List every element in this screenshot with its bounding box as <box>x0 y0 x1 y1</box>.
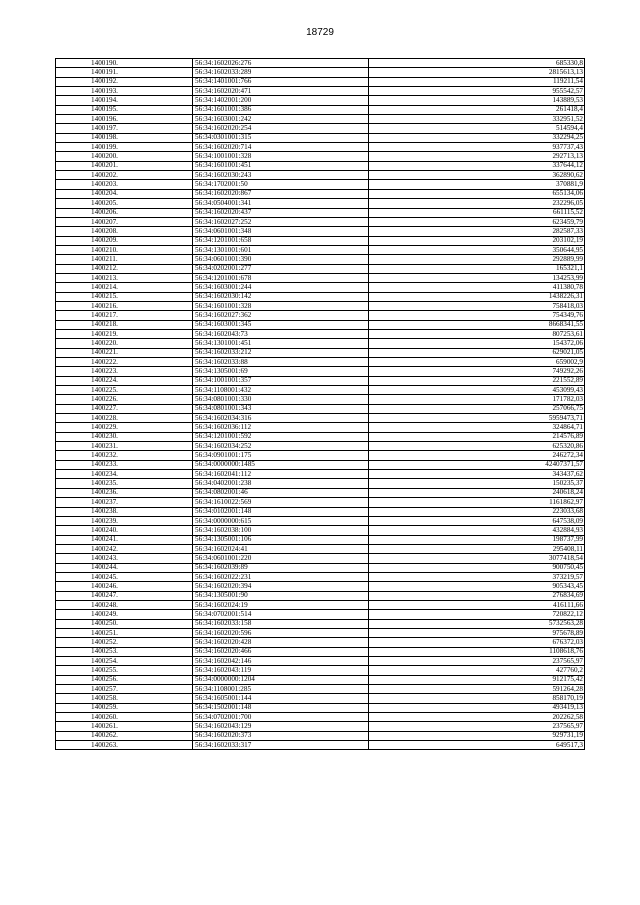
cadastral-number-cell: 56:34:0601001:348 <box>193 227 369 236</box>
row-number-cell: 1400226. <box>56 395 193 404</box>
cadastral-number-cell: 56:34:0901001:175 <box>193 451 369 460</box>
table-row <box>56 143 585 152</box>
value-cell: 42407371,57 <box>369 460 585 469</box>
cadastral-number-cell: 56:34:1301001:451 <box>193 339 369 348</box>
value-cell: 237565,97 <box>369 722 585 731</box>
value-cell: 282587,33 <box>369 227 585 236</box>
value-cell: 3077418,54 <box>369 554 585 563</box>
row-number-cell: 1400213. <box>56 273 193 282</box>
cadastral-number-cell: 56:34:1602020:466 <box>193 647 369 656</box>
value-cell: 432884,93 <box>369 526 585 535</box>
value-cell: 8668341,55 <box>369 320 585 329</box>
row-number-cell: 1400195. <box>56 105 193 114</box>
table-row <box>56 498 585 507</box>
cadastral-number-cell: 56:34:1601001:386 <box>193 105 369 114</box>
cadastral-number-cell: 56:34:1301001:601 <box>193 245 369 254</box>
row-number-cell: 1400239. <box>56 516 193 525</box>
table-row <box>56 685 585 694</box>
cadastral-number-cell: 56:34:1201001:658 <box>193 236 369 245</box>
row-number-cell: 1400231. <box>56 442 193 451</box>
row-number-cell: 1400222. <box>56 358 193 367</box>
row-number-cell: 1400199. <box>56 143 193 152</box>
row-number-cell: 1400242. <box>56 544 193 553</box>
value-cell: 5732563,28 <box>369 619 585 628</box>
value-cell: 350644,95 <box>369 245 585 254</box>
value-cell: 362890,62 <box>369 171 585 180</box>
row-number-cell: 1400198. <box>56 133 193 142</box>
value-cell: 295408,11 <box>369 544 585 553</box>
table-row <box>56 414 585 423</box>
row-number-cell: 1400245. <box>56 572 193 581</box>
cadastral-number-cell: 56:34:1602020:867 <box>193 189 369 198</box>
row-number-cell: 1400233. <box>56 460 193 469</box>
table-row <box>56 713 585 722</box>
value-cell: 214576,89 <box>369 432 585 441</box>
value-cell: 165321,1 <box>369 264 585 273</box>
table-row <box>56 666 585 675</box>
table-row <box>56 591 585 600</box>
row-number-cell: 1400210. <box>56 245 193 254</box>
table-row <box>56 311 585 320</box>
cadastral-number-cell: 56:34:0801001:330 <box>193 395 369 404</box>
cadastral-number-cell: 56:34:1602024:41 <box>193 544 369 553</box>
table-row <box>56 68 585 77</box>
table-row <box>56 516 585 525</box>
cadastral-number-cell: 56:34:1610022:569 <box>193 498 369 507</box>
value-cell: 223033,68 <box>369 507 585 516</box>
cadastral-number-cell: 56:34:1402001:200 <box>193 96 369 105</box>
value-cell: 661115,52 <box>369 208 585 217</box>
cadastral-number-cell: 56:34:1602030:142 <box>193 292 369 301</box>
table-row <box>56 59 585 68</box>
value-cell: 912175,42 <box>369 675 585 684</box>
value-cell: 749292,26 <box>369 367 585 376</box>
cadastral-number-cell: 56:34:1001001:328 <box>193 152 369 161</box>
value-cell: 754349,76 <box>369 311 585 320</box>
row-number-cell: 1400252. <box>56 638 193 647</box>
table-row <box>56 470 585 479</box>
row-number-cell: 1400225. <box>56 386 193 395</box>
cadastral-number-cell: 56:34:0000000:1485 <box>193 460 369 469</box>
cadastral-number-cell: 56:34:1602043:129 <box>193 722 369 731</box>
cadastral-number-cell: 56:34:0000000:1204 <box>193 675 369 684</box>
row-number-cell: 1400256. <box>56 675 193 684</box>
value-cell: 493419,13 <box>369 703 585 712</box>
cadastral-number-cell: 56:34:1603001:345 <box>193 320 369 329</box>
row-number-cell: 1400257. <box>56 685 193 694</box>
table-row <box>56 180 585 189</box>
row-number-cell: 1400191. <box>56 68 193 77</box>
cadastral-number-cell: 56:34:1305001:106 <box>193 535 369 544</box>
cadastral-number-cell: 56:34:1305001:69 <box>193 367 369 376</box>
table-row <box>56 479 585 488</box>
value-cell: 171782,03 <box>369 395 585 404</box>
value-cell: 343437,62 <box>369 470 585 479</box>
value-cell: 758418,03 <box>369 301 585 310</box>
value-cell: 154372,06 <box>369 339 585 348</box>
value-cell: 324864,71 <box>369 423 585 432</box>
table-row <box>56 320 585 329</box>
row-number-cell: 1400192. <box>56 77 193 86</box>
page-number: 18729 <box>306 27 334 38</box>
cadastral-number-cell: 56:34:1602020:394 <box>193 582 369 591</box>
cadastral-number-cell: 56:34:1602020:437 <box>193 208 369 217</box>
value-cell: 373219,57 <box>369 572 585 581</box>
cadastral-number-cell: 56:34:1602034:252 <box>193 442 369 451</box>
table-row <box>56 535 585 544</box>
cadastral-number-cell: 56:34:1602020:254 <box>193 124 369 133</box>
cadastral-number-cell: 56:34:1602020:373 <box>193 731 369 740</box>
row-number-cell: 1400201. <box>56 161 193 170</box>
row-number-cell: 1400248. <box>56 600 193 609</box>
value-cell: 623459,79 <box>369 217 585 226</box>
table-row <box>56 227 585 236</box>
cadastral-number-cell: 56:34:1602038:100 <box>193 526 369 535</box>
row-number-cell: 1400238. <box>56 507 193 516</box>
row-number-cell: 1400234. <box>56 470 193 479</box>
table-row <box>56 301 585 310</box>
row-number-cell: 1400197. <box>56 124 193 133</box>
row-number-cell: 1400200. <box>56 152 193 161</box>
value-cell: 649517,3 <box>369 741 585 750</box>
cadastral-number-cell: 56:34:0702001:700 <box>193 713 369 722</box>
table-row <box>56 367 585 376</box>
table-row <box>56 395 585 404</box>
table-row <box>56 554 585 563</box>
row-number-cell: 1400227. <box>56 404 193 413</box>
table-row <box>56 423 585 432</box>
table-row <box>56 348 585 357</box>
row-number-cell: 1400209. <box>56 236 193 245</box>
table-row <box>56 376 585 385</box>
row-number-cell: 1400241. <box>56 535 193 544</box>
cadastral-number-cell: 56:34:0102001:148 <box>193 507 369 516</box>
row-number-cell: 1400230. <box>56 432 193 441</box>
cadastral-number-cell: 56:34:1602024:19 <box>193 600 369 609</box>
table-row <box>56 526 585 535</box>
value-cell: 1438226,31 <box>369 292 585 301</box>
row-number-cell: 1400249. <box>56 610 193 619</box>
table-row <box>56 386 585 395</box>
table-row <box>56 96 585 105</box>
value-cell: 292713,13 <box>369 152 585 161</box>
cadastral-number-cell: 56:34:1602020:428 <box>193 638 369 647</box>
value-cell: 1161862,97 <box>369 498 585 507</box>
cadastral-number-cell: 56:34:0802001:46 <box>193 488 369 497</box>
row-number-cell: 1400260. <box>56 713 193 722</box>
row-number-cell: 1400244. <box>56 563 193 572</box>
table-row <box>56 245 585 254</box>
cadastral-number-cell: 56:34:1605001:144 <box>193 694 369 703</box>
table-row <box>56 703 585 712</box>
cadastral-number-cell: 56:34:0601001:390 <box>193 255 369 264</box>
table-row <box>56 404 585 413</box>
table-row <box>56 432 585 441</box>
cadastral-number-cell: 56:34:1401001:766 <box>193 77 369 86</box>
row-number-cell: 1400203. <box>56 180 193 189</box>
table-row <box>56 199 585 208</box>
cadastral-number-cell: 56:34:1603001:242 <box>193 115 369 124</box>
row-number-cell: 1400196. <box>56 115 193 124</box>
cadastral-number-cell: 56:34:0202001:277 <box>193 264 369 273</box>
row-number-cell: 1400219. <box>56 329 193 338</box>
cadastral-number-cell: 56:34:0000000:615 <box>193 516 369 525</box>
value-cell: 858170,19 <box>369 694 585 703</box>
cadastral-number-cell: 56:34:1602020:471 <box>193 87 369 96</box>
row-number-cell: 1400194. <box>56 96 193 105</box>
value-cell: 975678,89 <box>369 628 585 637</box>
table-row <box>56 731 585 740</box>
cadastral-number-cell: 56:34:1602042:146 <box>193 657 369 666</box>
value-cell: 370881,9 <box>369 180 585 189</box>
row-number-cell: 1400259. <box>56 703 193 712</box>
row-number-cell: 1400224. <box>56 376 193 385</box>
value-cell: 202262,58 <box>369 713 585 722</box>
value-cell: 203102,19 <box>369 236 585 245</box>
table-row <box>56 451 585 460</box>
row-number-cell: 1400212. <box>56 264 193 273</box>
row-number-cell: 1400205. <box>56 199 193 208</box>
cadastral-number-cell: 56:34:0301001:315 <box>193 133 369 142</box>
cadastral-number-cell: 56:34:1602033:289 <box>193 68 369 77</box>
row-number-cell: 1400262. <box>56 731 193 740</box>
row-number-cell: 1400254. <box>56 657 193 666</box>
table-row <box>56 507 585 516</box>
value-cell: 257066,75 <box>369 404 585 413</box>
value-cell: 591264,28 <box>369 685 585 694</box>
value-cell: 629021,05 <box>369 348 585 357</box>
value-cell: 427760,2 <box>369 666 585 675</box>
row-number-cell: 1400202. <box>56 171 193 180</box>
table-row <box>56 255 585 264</box>
value-cell: 5959473,71 <box>369 414 585 423</box>
cadastral-number-cell: 56:34:1502001:148 <box>193 703 369 712</box>
value-cell: 955542,57 <box>369 87 585 96</box>
row-number-cell: 1400216. <box>56 301 193 310</box>
value-cell: 198737,99 <box>369 535 585 544</box>
table-row <box>56 171 585 180</box>
cadastral-number-cell: 56:34:0601001:220 <box>193 554 369 563</box>
table-row <box>56 647 585 656</box>
table-row <box>56 87 585 96</box>
table-row <box>56 329 585 338</box>
table-row <box>56 572 585 581</box>
row-number-cell: 1400214. <box>56 283 193 292</box>
value-cell: 659002,9 <box>369 358 585 367</box>
cadastral-number-cell: 56:34:1602020:596 <box>193 628 369 637</box>
value-cell: 337644,12 <box>369 161 585 170</box>
row-number-cell: 1400218. <box>56 320 193 329</box>
registry-table <box>55 58 585 750</box>
row-number-cell: 1400229. <box>56 423 193 432</box>
table-row <box>56 339 585 348</box>
table-row <box>56 628 585 637</box>
row-number-cell: 1400253. <box>56 647 193 656</box>
table-row <box>56 722 585 731</box>
row-number-cell: 1400261. <box>56 722 193 731</box>
value-cell: 134253,99 <box>369 273 585 282</box>
cadastral-number-cell: 56:34:1602027:252 <box>193 217 369 226</box>
row-number-cell: 1400215. <box>56 292 193 301</box>
row-number-cell: 1400232. <box>56 451 193 460</box>
row-number-cell: 1400236. <box>56 488 193 497</box>
table-row <box>56 544 585 553</box>
value-cell: 905343,45 <box>369 582 585 591</box>
table-row <box>56 600 585 609</box>
table-row <box>56 619 585 628</box>
table-row <box>56 741 585 750</box>
table-row <box>56 152 585 161</box>
table-row <box>56 488 585 497</box>
cadastral-number-cell: 56:34:1602020:714 <box>193 143 369 152</box>
table-row <box>56 105 585 114</box>
table-row <box>56 638 585 647</box>
value-cell: 232296,05 <box>369 199 585 208</box>
table-row <box>56 694 585 703</box>
cadastral-number-cell: 56:34:1602034:316 <box>193 414 369 423</box>
table-row <box>56 77 585 86</box>
row-number-cell: 1400211. <box>56 255 193 264</box>
value-cell: 676372,03 <box>369 638 585 647</box>
table-row <box>56 358 585 367</box>
row-number-cell: 1400250. <box>56 619 193 628</box>
value-cell: 655134,06 <box>369 189 585 198</box>
cadastral-number-cell: 56:34:1602036:112 <box>193 423 369 432</box>
value-cell: 514594,4 <box>369 124 585 133</box>
row-number-cell: 1400220. <box>56 339 193 348</box>
row-number-cell: 1400217. <box>56 311 193 320</box>
cadastral-number-cell: 56:34:1702001:50 <box>193 180 369 189</box>
value-cell: 807253,61 <box>369 329 585 338</box>
cadastral-number-cell: 56:34:1602041:112 <box>193 470 369 479</box>
table-row <box>56 283 585 292</box>
row-number-cell: 1400206. <box>56 208 193 217</box>
value-cell: 647538,09 <box>369 516 585 525</box>
table-row <box>56 675 585 684</box>
value-cell: 246272,34 <box>369 451 585 460</box>
value-cell: 937737,43 <box>369 143 585 152</box>
value-cell: 261418,4 <box>369 105 585 114</box>
table-row <box>56 292 585 301</box>
table-row <box>56 460 585 469</box>
value-cell: 900750,45 <box>369 563 585 572</box>
row-number-cell: 1400235. <box>56 479 193 488</box>
row-number-cell: 1400237. <box>56 498 193 507</box>
cadastral-number-cell: 56:34:1602027:362 <box>193 311 369 320</box>
cadastral-number-cell: 56:34:1602033:317 <box>193 741 369 750</box>
value-cell: 625320,86 <box>369 442 585 451</box>
row-number-cell: 1400247. <box>56 591 193 600</box>
cadastral-number-cell: 56:34:1602043:119 <box>193 666 369 675</box>
row-number-cell: 1400223. <box>56 367 193 376</box>
registry-table-body <box>56 59 585 750</box>
row-number-cell: 1400228. <box>56 414 193 423</box>
table-row <box>56 133 585 142</box>
value-cell: 411380,78 <box>369 283 585 292</box>
cadastral-number-cell: 56:34:1602022:231 <box>193 572 369 581</box>
cadastral-number-cell: 56:34:0402001:238 <box>193 479 369 488</box>
table-row <box>56 563 585 572</box>
row-number-cell: 1400251. <box>56 628 193 637</box>
row-number-cell: 1400221. <box>56 348 193 357</box>
row-number-cell: 1400190. <box>56 59 193 68</box>
cadastral-number-cell: 56:34:1108001:432 <box>193 386 369 395</box>
value-cell: 292889,99 <box>369 255 585 264</box>
value-cell: 332294,25 <box>369 133 585 142</box>
table-row <box>56 161 585 170</box>
table-row <box>56 236 585 245</box>
cadastral-number-cell: 56:34:1201001:678 <box>193 273 369 282</box>
row-number-cell: 1400255. <box>56 666 193 675</box>
cadastral-number-cell: 56:34:1108001:285 <box>193 685 369 694</box>
cadastral-number-cell: 56:34:1602033:158 <box>193 619 369 628</box>
cadastral-number-cell: 56:34:0504001:341 <box>193 199 369 208</box>
value-cell: 276834,69 <box>369 591 585 600</box>
table-row <box>56 115 585 124</box>
row-number-cell: 1400207. <box>56 217 193 226</box>
row-number-cell: 1400240. <box>56 526 193 535</box>
table-row <box>56 189 585 198</box>
value-cell: 119211,54 <box>369 77 585 86</box>
table-row <box>56 124 585 133</box>
cadastral-number-cell: 56:34:1601001:328 <box>193 301 369 310</box>
table-row <box>56 273 585 282</box>
value-cell: 240618,24 <box>369 488 585 497</box>
cadastral-number-cell: 56:34:1602033:212 <box>193 348 369 357</box>
row-number-cell: 1400263. <box>56 741 193 750</box>
cadastral-number-cell: 56:34:1601001:451 <box>193 161 369 170</box>
table-row <box>56 657 585 666</box>
table-row <box>56 610 585 619</box>
cadastral-number-cell: 56:34:1305001:90 <box>193 591 369 600</box>
cadastral-number-cell: 56:34:1602033:88 <box>193 358 369 367</box>
value-cell: 332951,52 <box>369 115 585 124</box>
cadastral-number-cell: 56:34:1602026:276 <box>193 59 369 68</box>
table-row <box>56 442 585 451</box>
cadastral-number-cell: 56:34:1602039:89 <box>193 563 369 572</box>
value-cell: 685330,8 <box>369 59 585 68</box>
value-cell: 929731,19 <box>369 731 585 740</box>
row-number-cell: 1400243. <box>56 554 193 563</box>
value-cell: 150235,37 <box>369 479 585 488</box>
row-number-cell: 1400258. <box>56 694 193 703</box>
row-number-cell: 1400246. <box>56 582 193 591</box>
table-row <box>56 582 585 591</box>
row-number-cell: 1400193. <box>56 87 193 96</box>
row-number-cell: 1400208. <box>56 227 193 236</box>
cadastral-number-cell: 56:34:1602043:73 <box>193 329 369 338</box>
value-cell: 143889,53 <box>369 96 585 105</box>
table-row <box>56 217 585 226</box>
value-cell: 453099,43 <box>369 386 585 395</box>
value-cell: 2815613,13 <box>369 68 585 77</box>
value-cell: 221552,89 <box>369 376 585 385</box>
cadastral-number-cell: 56:34:1603001:244 <box>193 283 369 292</box>
table-row <box>56 208 585 217</box>
table-row <box>56 264 585 273</box>
value-cell: 720822,12 <box>369 610 585 619</box>
cadastral-number-cell: 56:34:0801001:343 <box>193 404 369 413</box>
value-cell: 237565,97 <box>369 657 585 666</box>
value-cell: 416111,66 <box>369 600 585 609</box>
cadastral-number-cell: 56:34:0702001:514 <box>193 610 369 619</box>
value-cell: 1108618,76 <box>369 647 585 656</box>
cadastral-number-cell: 56:34:1602030:243 <box>193 171 369 180</box>
row-number-cell: 1400204. <box>56 189 193 198</box>
cadastral-number-cell: 56:34:1201001:592 <box>193 432 369 441</box>
cadastral-number-cell: 56:34:1001001:357 <box>193 376 369 385</box>
